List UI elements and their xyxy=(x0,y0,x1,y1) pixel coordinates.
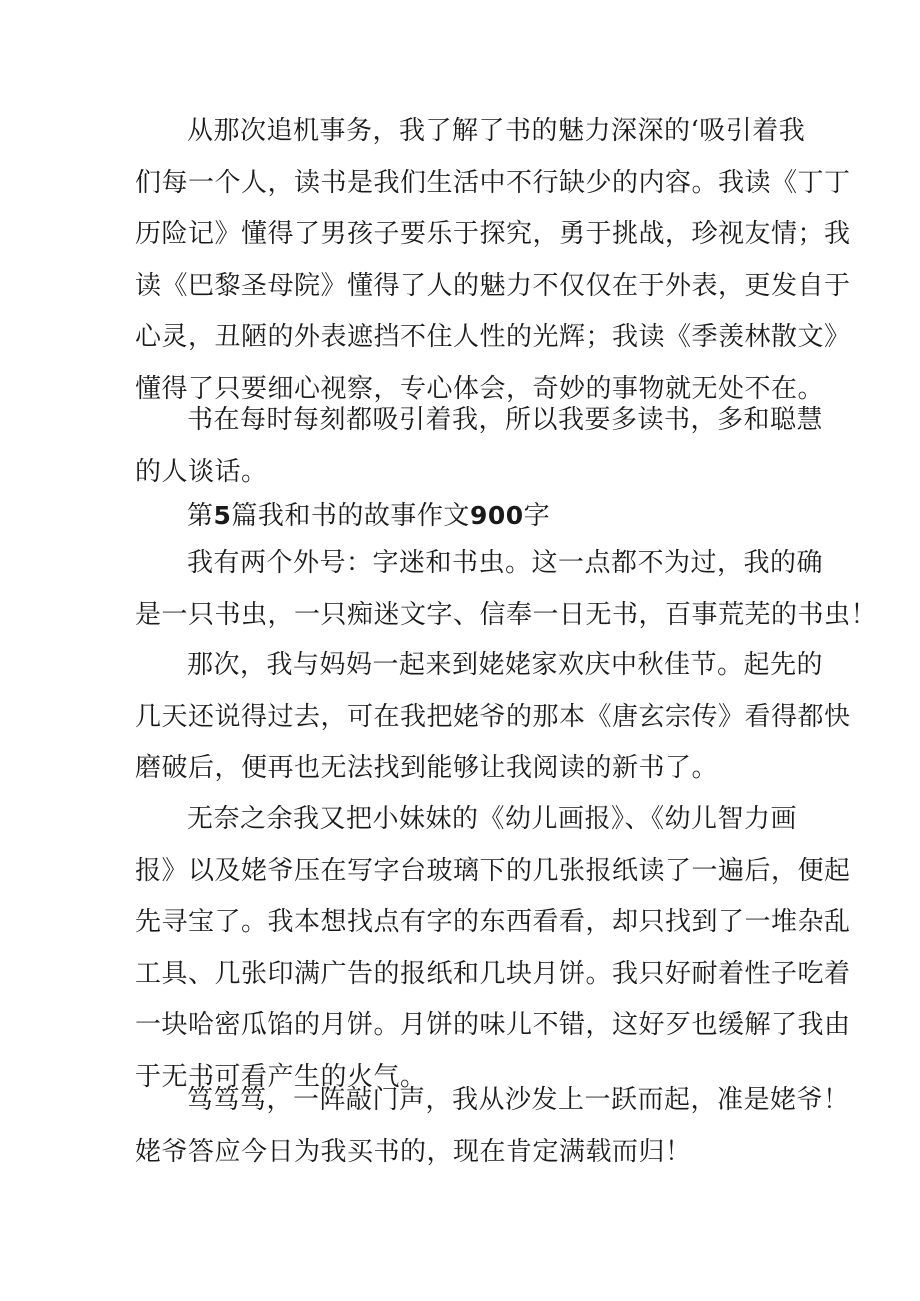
text-line: 们每一个人，读书是我们生活中不行缺少的内容。我读《丁丁 xyxy=(135,167,851,198)
text-line: 从那次追机事务，我了解了书的魅力深深的‘吸引着我 xyxy=(187,116,806,146)
text-line: 姥爷答应今日为我买书的，现在肯定满载而归！ xyxy=(135,1136,692,1167)
heading-suffix: 字 xyxy=(523,501,551,531)
text-line: 无奈之余我又把小妹妹的《幼儿画报》、《幼儿智力画 xyxy=(187,804,798,834)
essay-heading xyxy=(187,496,550,536)
heading-word-count: 900 xyxy=(469,501,524,530)
text-line: 懂得了只要细心视察，专心体会，奇妙的事物就无处不在。 xyxy=(135,373,825,404)
text-line: 读《巴黎圣母院》懂得了人的魅力不仅仅在于外表，更发自于 xyxy=(135,270,851,301)
text-line: 报》以及姥爷压在写字台玻璃下的几张报纸读了一遍后，便起 xyxy=(135,855,851,886)
paragraph-reading-benefits xyxy=(135,106,851,415)
paragraph-nicknames xyxy=(135,538,878,641)
paragraph-conclusion xyxy=(135,395,824,498)
text-line: 笃笃笃，一阵敲门声，我从沙发上一跃而起，准是姥爷！ xyxy=(187,1085,850,1115)
text-line: 书在每时每刻都吸引着我，所以我要多读书，多和聪慧 xyxy=(187,405,824,435)
heading-number: 5 xyxy=(213,501,232,530)
paragraph-treasure-hunt xyxy=(135,794,851,1103)
text-line: 是一只书虫，一只痴迷文字、信奉一日无书，百事荒芜的书虫！ xyxy=(135,599,878,630)
text-line: 一块哈密瓜馅的月饼。月饼的味儿不错，这好歹也缓解了我由 xyxy=(135,1010,851,1040)
text-line: 的人谈话。 xyxy=(135,456,268,487)
text-line: 那次，我与妈妈一起来到姥姥家欢庆中秋佳节。起先的 xyxy=(187,650,824,680)
text-line: 工具、几张印满广告的报纸和几块月饼。我只好耐着性子吃着 xyxy=(135,958,851,989)
text-line: 先寻宝了。我本想找点有字的东西看看，却只找到了一堆杂乱 xyxy=(135,907,851,937)
paragraph-knock xyxy=(135,1075,850,1178)
heading-prefix: 第 xyxy=(187,501,214,531)
paragraph-mid-autumn xyxy=(135,640,851,795)
text-line: 磨破后，便再也无法找到能够让我阅读的新书了。 xyxy=(135,753,719,783)
heading-title: 篇我和书的故事作文 xyxy=(231,501,470,531)
text-line: 于无书可看产生的火气。 xyxy=(135,1061,427,1092)
text-line: 几天还说得过去，可在我把姥爷的那本《唐玄宗传》看得都快 xyxy=(135,701,851,732)
text-line: 我有两个外号：字迷和书虫。这一点都不为过，我的确 xyxy=(187,548,824,578)
text-line: 历险记》懂得了男孩子要乐于探究，勇于挑战，珍视友情；我 xyxy=(135,219,851,249)
text-line: 心灵，丑陋的外表遮挡不住人性的光辉；我读《季羡林散文》 xyxy=(135,322,851,352)
